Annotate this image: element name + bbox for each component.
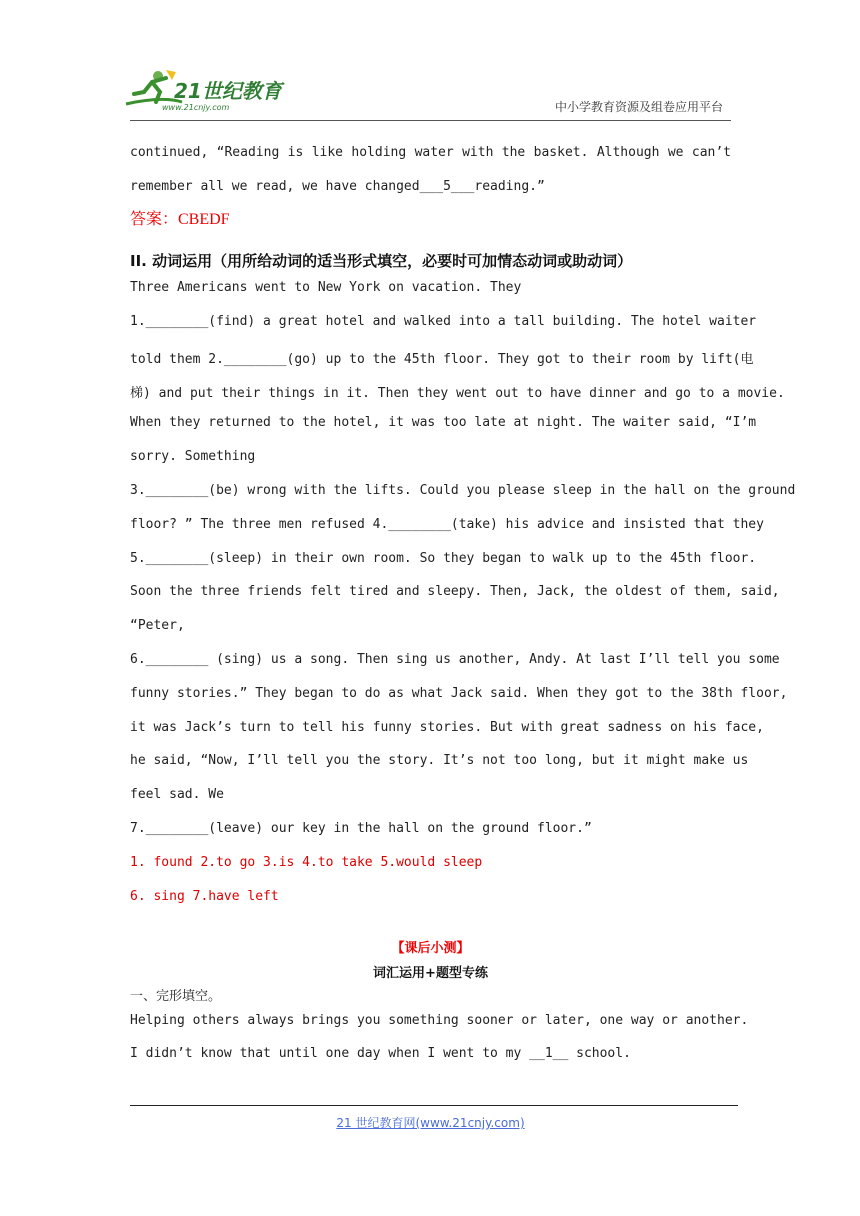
text-line: remember all we read, we have changed___5___reading.” bbox=[130, 179, 545, 194]
section-heading: II. 动词运用（用所给动词的适当形式填空，必要时可加情态动词或助动词） bbox=[130, 252, 633, 270]
text-line: 1.________(find) a great hotel and walked into a tall building. The hotel waiter bbox=[130, 314, 757, 329]
text-line: it was Jack’s turn to tell his funny stories. But with great sadness on his face, bbox=[130, 720, 764, 735]
text-line: Soon the three friends felt tired and sleepy. Then, Jack, the oldest of them, said, bbox=[130, 584, 780, 599]
quiz-title: 【课后小测】 bbox=[391, 941, 470, 956]
text-line: 3.________(be) wrong with the lifts. Could you please sleep in the hall on the ground bbox=[130, 483, 796, 498]
footer-link[interactable]: 21 世纪教育网(www.21cnjy.com) bbox=[336, 1116, 525, 1130]
text-line: When they returned to the hotel, it was too late at night. The waiter said, “I’m bbox=[130, 415, 757, 430]
text-line: 7.________(leave) our key in the hall on the ground floor.” bbox=[130, 821, 592, 836]
text-line: sorry. Something bbox=[130, 449, 256, 464]
part-heading: 一、完形填空。 bbox=[130, 989, 222, 1004]
text-line: floor? ” The three men refused 4.________(take) his advice and insisted that they bbox=[130, 517, 764, 532]
text-line: I didn’t know that until one day when I went to my __1__ school. bbox=[130, 1046, 631, 1061]
answer-key: 答案：CBEDF bbox=[130, 211, 230, 228]
logo-url: www.21cnjy.com bbox=[162, 103, 230, 112]
answer-line: 1. found 2.to go 3.is 4.to take 5.would sleep bbox=[130, 855, 483, 870]
text-line: told them 2.________(go) up to the 45th floor. They got to their room by lift(电 bbox=[130, 352, 754, 367]
logo bbox=[122, 66, 292, 116]
quiz-subtitle: 词汇运用+题型专练 bbox=[373, 966, 488, 981]
logo-text: 21世纪教育 bbox=[174, 79, 282, 103]
text-line: 5.________(sleep) in their own room. So they began to walk up to the 45th floor. bbox=[130, 551, 757, 566]
answer-line: 6. sing 7.have left bbox=[130, 889, 279, 904]
text-line: funny stories.” They began to do as what Jack said. When they got to the 38th floor, bbox=[130, 686, 788, 701]
text-line: “Peter, bbox=[130, 618, 185, 633]
text-line: he said, “Now, I’ll tell you the story. It’s not too long, but it might make us bbox=[130, 753, 749, 768]
text-line: 梯) and put their things in it. Then they went out to have dinner and go to a movie. bbox=[130, 386, 785, 401]
text-line: 6.________ (sing) us a song. Then sing us another, Andy. At last I’ll tell you some bbox=[130, 652, 780, 667]
text-line: feel sad. We bbox=[130, 787, 224, 802]
footer-divider bbox=[130, 1105, 738, 1106]
text-line: Three Americans went to New York on vacation. They bbox=[130, 280, 522, 295]
text-line: Helping others always brings you something sooner or later, one way or another. bbox=[130, 1013, 749, 1028]
text-line: continued, “Reading is like holding water with the basket. Although we can’t bbox=[130, 145, 731, 160]
header-divider bbox=[130, 120, 731, 121]
platform-name: 中小学教育资源及组卷应用平台 bbox=[554, 100, 723, 114]
runner-logo-icon bbox=[122, 66, 292, 116]
